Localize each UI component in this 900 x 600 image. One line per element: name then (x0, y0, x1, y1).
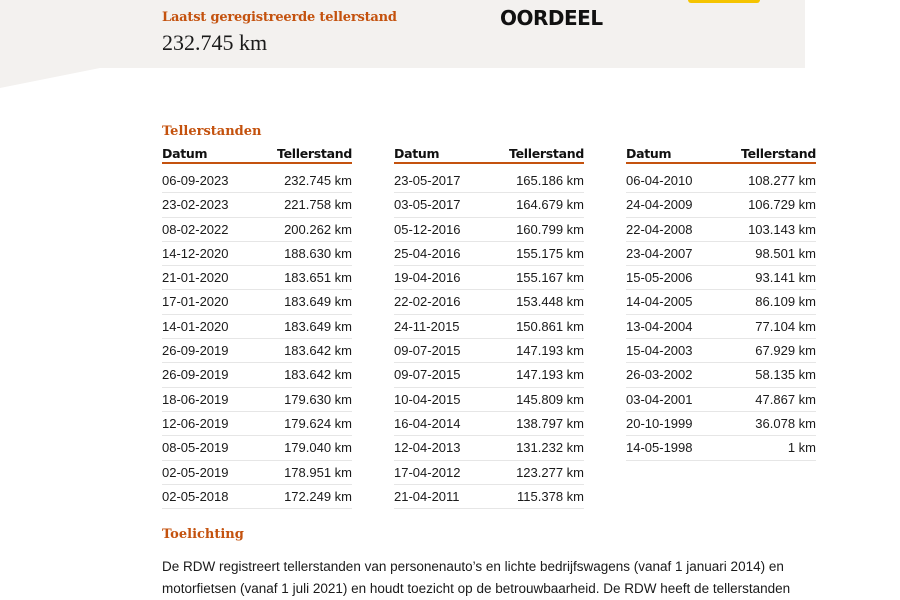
reading-row (162, 436, 352, 460)
reading-value: 1 km (787, 440, 816, 456)
reading-value: 221.758 km (284, 197, 352, 213)
reading-value: 179.624 km (284, 415, 352, 431)
reading-row (394, 436, 584, 460)
reading-value: 160.799 km (516, 221, 584, 237)
reading-date: 23-05-2017 (394, 173, 461, 188)
reading-value: 165.186 km (516, 173, 584, 188)
readings-column-header (162, 146, 352, 164)
reading-date: 09-07-2015 (394, 367, 461, 383)
reading-row (626, 436, 816, 460)
reading-row (162, 363, 352, 387)
reading-row (394, 169, 584, 193)
reading-date: 02-05-2018 (162, 488, 229, 504)
reading-row (626, 218, 816, 242)
reading-date: 08-05-2019 (162, 440, 229, 456)
reading-date: 23-02-2023 (162, 197, 229, 213)
reading-value: 115.378 km (517, 488, 584, 504)
reading-date: 14-12-2020 (162, 245, 229, 261)
reading-value: 179.040 km (284, 440, 352, 456)
reading-date: 18-06-2019 (162, 391, 229, 407)
reading-value: 150.861 km (516, 318, 584, 334)
reading-row (394, 388, 584, 412)
readings-column-2 (394, 146, 584, 509)
reading-date: 13-04-2004 (626, 318, 693, 334)
reading-date: 03-04-2001 (626, 391, 693, 407)
readings-column-header (394, 146, 584, 164)
reading-row (394, 485, 584, 509)
reading-value: 131.232 km (516, 440, 584, 456)
reading-row (162, 266, 352, 290)
reading-value: 183.649 km (284, 318, 352, 334)
reading-value: 58.135 km (755, 367, 816, 383)
reading-date: 03-05-2017 (394, 197, 461, 213)
reading-row (162, 485, 352, 509)
reading-header: Tellerstand (741, 146, 816, 161)
reading-date: 14-05-1998 (626, 440, 693, 456)
reading-date: 26-09-2019 (162, 343, 229, 359)
reading-row (394, 339, 584, 363)
date-header: Datum (394, 146, 440, 161)
readings-rows (626, 169, 816, 461)
summary-band (0, 0, 805, 68)
reading-row (394, 363, 584, 387)
reading-value: 179.630 km (284, 391, 352, 407)
reading-date: 23-04-2007 (626, 245, 693, 261)
reading-row (162, 290, 352, 314)
reading-row (626, 388, 816, 412)
reading-row (626, 315, 816, 339)
reading-row (394, 290, 584, 314)
reading-row (394, 266, 584, 290)
reading-date: 08-02-2022 (162, 221, 229, 237)
reading-row (162, 339, 352, 363)
reading-date: 25-04-2016 (394, 245, 461, 261)
reading-row (394, 193, 584, 217)
reading-date: 10-04-2015 (394, 391, 461, 407)
reading-value: 155.175 km (516, 245, 584, 261)
reading-date: 05-12-2016 (394, 221, 461, 237)
date-header: Datum (626, 146, 672, 161)
reading-date: 21-01-2020 (162, 270, 229, 286)
reading-date: 15-05-2006 (626, 270, 693, 286)
reading-value: 178.951 km (284, 464, 352, 480)
reading-row (162, 461, 352, 485)
reading-date: 17-04-2012 (394, 464, 461, 480)
reading-date: 22-02-2016 (394, 294, 461, 310)
reading-value: 77.104 km (755, 318, 816, 334)
reading-value: 93.141 km (755, 270, 816, 286)
reading-value: 86.109 km (755, 294, 816, 310)
reading-row (162, 169, 352, 193)
reading-date: 09-07-2015 (394, 343, 461, 359)
explanation-line-1: De RDW registreert tellerstanden van personenauto’s en lichte bedrijfswagens (vanaf 1 januari 2014) en (162, 559, 784, 574)
reading-row (162, 315, 352, 339)
reading-date: 06-04-2010 (626, 173, 693, 188)
reading-row (394, 412, 584, 436)
reading-value: 183.649 km (284, 294, 352, 310)
reading-row (626, 266, 816, 290)
reading-row (394, 461, 584, 485)
reading-value: 188.630 km (284, 245, 352, 261)
reading-row (626, 412, 816, 436)
reading-date: 26-03-2002 (626, 367, 693, 383)
reading-value: 67.929 km (755, 343, 816, 359)
readings-rows (394, 169, 584, 509)
readings-heading: Tellerstanden (162, 124, 262, 139)
reading-value: 147.193 km (516, 367, 584, 383)
reading-row (626, 169, 816, 193)
reading-value: 232.745 km (284, 173, 352, 188)
reading-date: 06-09-2023 (162, 173, 229, 188)
reading-value: 164.679 km (516, 197, 584, 213)
reading-row (626, 339, 816, 363)
reading-date: 20-10-1999 (626, 415, 693, 431)
reading-value: 183.651 km (284, 270, 352, 286)
explanation-line-2: motorfietsen (vanaf 1 juli 2021) en houdt toezicht op de betrouwbaarheid. De RDW heeft de tellerstanden (162, 581, 791, 596)
reading-row (394, 218, 584, 242)
reading-value: 145.809 km (516, 391, 584, 407)
reading-value: 183.642 km (284, 367, 352, 383)
date-header: Datum (162, 146, 208, 161)
highlight-tab (688, 0, 760, 3)
reading-row (626, 363, 816, 387)
reading-value: 108.277 km (748, 173, 816, 188)
reading-row (162, 218, 352, 242)
readings-column-1 (162, 146, 352, 509)
reading-date: 14-01-2020 (162, 318, 229, 334)
reading-value: 106.729 km (748, 197, 816, 213)
reading-header: Tellerstand (509, 146, 584, 161)
summary-band-fold (0, 68, 100, 88)
reading-value: 98.501 km (755, 245, 816, 261)
reading-row (162, 242, 352, 266)
reading-date: 26-09-2019 (162, 367, 229, 383)
reading-date: 17-01-2020 (162, 294, 229, 310)
reading-value: 155.167 km (516, 270, 584, 286)
reading-date: 16-04-2014 (394, 415, 461, 431)
last-reading-label: Laatst geregistreerde tellerstand (162, 10, 397, 25)
reading-header: Tellerstand (277, 146, 352, 161)
reading-row (626, 242, 816, 266)
readings-column-3 (626, 146, 816, 461)
readings-rows (162, 169, 352, 509)
reading-value: 47.867 km (755, 391, 816, 407)
reading-value: 147.193 km (516, 343, 584, 359)
reading-date: 14-04-2005 (626, 294, 693, 310)
reading-date: 12-06-2019 (162, 415, 229, 431)
reading-value: 36.078 km (755, 415, 816, 431)
explanation-heading: Toelichting (162, 527, 244, 542)
readings-column-header (626, 146, 816, 164)
reading-value: 123.277 km (516, 464, 584, 480)
reading-value: 153.448 km (516, 294, 584, 310)
reading-date: 24-04-2009 (626, 197, 693, 213)
reading-date: 22-04-2008 (626, 221, 693, 237)
reading-value: 183.642 km (284, 343, 352, 359)
last-reading-value: 232.745 km (162, 30, 268, 55)
explanation-text (162, 556, 822, 600)
reading-date: 15-04-2003 (626, 343, 693, 359)
reading-date: 24-11-2015 (394, 318, 460, 334)
reading-row (162, 193, 352, 217)
reading-row (626, 193, 816, 217)
reading-row (394, 315, 584, 339)
reading-date: 19-04-2016 (394, 270, 461, 286)
reading-row (162, 412, 352, 436)
reading-value: 200.262 km (284, 221, 352, 237)
reading-date: 12-04-2013 (394, 440, 461, 456)
reading-value: 103.143 km (748, 221, 816, 237)
reading-value: 172.249 km (284, 488, 352, 504)
verdict-title: OORDEEL (500, 6, 603, 30)
reading-value: 138.797 km (516, 415, 584, 431)
reading-row (162, 388, 352, 412)
reading-row (394, 242, 584, 266)
reading-date: 21-04-2011 (394, 488, 460, 504)
reading-date: 02-05-2019 (162, 464, 229, 480)
reading-row (626, 290, 816, 314)
